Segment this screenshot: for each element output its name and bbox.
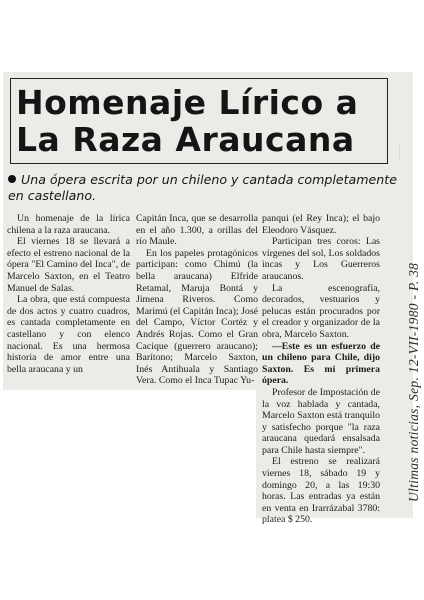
bleed-through-text: ......	[392, 144, 402, 160]
headline-line-2: La Raza Araucana	[16, 120, 355, 159]
paragraph: Participan tres coros: Las vírgenes del sol, Los soldados incas y Los Guerreros araucanos.	[262, 236, 380, 282]
article-column-2	[136, 213, 258, 387]
paragraph: El estreno se realizará viernes 18, sábado 19 y domingo 20, a las 19:30 horas. Las entradas ya están en venta en Irarrázabal 3780: platea $ 250.	[262, 456, 380, 526]
paragraph: panqui (el Rey Inca); el bajo Eleodoro Vásquez.	[262, 213, 380, 236]
bullet-icon	[8, 175, 16, 183]
article-column-3	[262, 213, 380, 526]
paragraph: El viernes 18 se llevará a efecto el estreno nacional de la ópera "El Camino del Inca", de Marcelo Saxton, en el Teatro Manuel de Salas.	[7, 236, 130, 294]
paragraph: —Este es un esfuerzo de un chileno para Chile, dijo Saxton. Es mi primera ópera.	[262, 340, 380, 387]
paragraph: La obra, que está compuesta de dos actos y cuatro cuadros, es cantada completamente en castellano y con elenco nacional. Es una hermosa historia de amor entre una bella araucana y un	[7, 294, 130, 375]
subheadline	[8, 172, 408, 204]
paragraph: En los papeles protagónicos participan: como Chimú (la bella araucana) Elfride Retamal, Maruja Bontá y Jimena Riveros. Como Marimú (el Capitán Inca); José del Campo, Víctor Cortéz y Andrés Rojas. Como el Gran Cacique (guerrero araucano); Barítono; Marcelo Saxton, Inés Antihuala y Santiago Vera. Como el Inca Tupac Yu-	[136, 247, 258, 387]
article-column-1	[7, 213, 130, 375]
paragraph: Capitán Inca, que se desarrolla en el año 1.300, a orillas del río Maule.	[136, 213, 258, 248]
paragraph: La escenografía, decorados, vestuarios y pelucas están procurados por el creador y organizador de la obra, Marcelo Saxton.	[262, 282, 380, 340]
paragraph: Un homenaje de la lírica chilena a la raza araucana.	[7, 213, 130, 236]
handwritten-source-note: Ultimas noticias, Sep. 12-VII-1980 - P. 38	[406, 262, 421, 502]
headline-line-1: Homenaje Lírico a	[16, 83, 359, 122]
paragraph: Profesor de Impostación de la voz hablada y cantada, Marcelo Saxton está tranquilo y satisfecho porque "la raza araucana quedará ensalsada para Chile hasta siempre".	[262, 386, 380, 456]
subheadline-text: Una ópera escrita por un chileno y cantada completamente en castellano.	[8, 172, 397, 203]
